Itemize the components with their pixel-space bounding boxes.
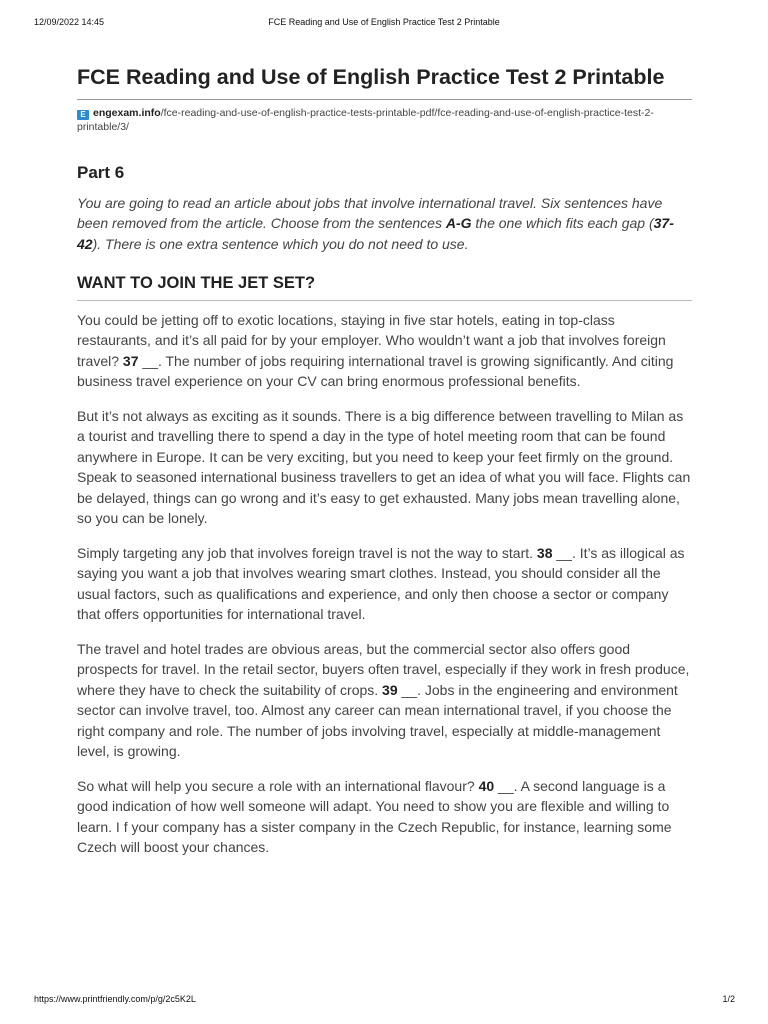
instructions-text-2: the one which fits each gap ( [471, 215, 654, 232]
paragraph-text: So what will help you secure a role with an international flavour? [77, 777, 479, 794]
article-paragraph-4 [77, 639, 692, 762]
article-title: WANT TO JOIN THE JET SET? [77, 272, 692, 301]
source-link[interactable] [77, 106, 692, 134]
engexam-logo-icon: E [77, 110, 89, 120]
paragraph-text: __. Jobs in the engineering and environment sector can involve travel, too. Almost any career can mean international travel, if you choose the right company and role. The number of jobs involving travel, especially at middle-management level, is growing. [77, 681, 678, 760]
print-footer-url[interactable]: https://www.printfriendly.com/p/g/2c5K2L [34, 994, 196, 1004]
instructions-text-3: ). There is one extra sentence which you do not need to use. [92, 235, 469, 252]
article-paragraph-5 [77, 776, 692, 858]
print-footer [0, 994, 768, 1008]
print-datetime: 12/09/2022 14:45 [34, 17, 105, 27]
article-paragraph-2: But it’s not always as exciting as it sounds. There is a big difference between travelling to Milan as a tourist and travelling there to spend a day in the type of hotel meeting room that can be found anywhere in Europe. It can be very exciting, but you need to keep your feet firmly on the ground. Speak to seasoned international business travellers to get an idea of what you will face. Flights can be delayed, things can go wrong and it’s easy to get exhausted. Many jobs mean travelling alone, so you can be lonely. [77, 407, 691, 527]
print-page-title: FCE Reading and Use of English Practice Test 2 Printable [268, 17, 500, 27]
instructions [77, 193, 692, 254]
gap-number-40: 40 [478, 777, 495, 794]
gap-number-38: 38 [536, 544, 553, 561]
instructions-text-1: You are going to read an article about jobs that involve international travel. Six sentences have been removed from the article. Choose from the sentences [77, 195, 663, 232]
paragraph-text: Simply targeting any job that involves foreign travel is not the way to start. [77, 544, 537, 561]
part-heading: Part 6 [77, 163, 125, 182]
paragraph-text: The travel and hotel trades are obvious areas, but the commercial sector also offers good prospects for travel. In the retail sector, buyers often travel, especially if they work in fresh produce, where they have to check the suitability of crops. [77, 640, 690, 698]
instructions-range-letters: A-G [445, 215, 472, 232]
document-content [77, 64, 692, 858]
article-paragraph-1 [77, 310, 692, 392]
paragraph-text: __. A second language is a good indication of how well someone will adapt. You need to show you are flexible and willing to learn. I f your company has a sister company in the Czech Republic, for instance, learning some Czech will boost your chances. [77, 777, 672, 856]
article-paragraph-3 [77, 543, 692, 625]
paragraph-text: __. The number of jobs requiring international travel is growing significantly. And citing business travel experience on your CV can bring enormous professional benefits. [77, 352, 674, 390]
paragraph-text: You could be jetting off to exotic locations, staying in five star hotels, eating in top-class restaurants, and it’s all paid for by your employer. Who wouldn’t want a job that involves foreign travel? [77, 311, 666, 369]
gap-number-39: 39 [382, 681, 398, 698]
source-domain[interactable]: engexam.info [93, 107, 161, 119]
print-header [0, 17, 768, 31]
document-title: FCE Reading and Use of English Practice Test 2 Printable [77, 64, 692, 100]
paragraph-text: __. It’s as illogical as saying you want a job that involves wearing smart clothes. Instead, you should consider all the usual factors, such as qualifications and experience, and only then choose a sector or company that offers opportunities for international travel. [77, 544, 685, 623]
instructions-range-numbers: 37-42 [77, 215, 674, 252]
gap-number-37: 37 [122, 352, 139, 369]
page-number: 1/2 [722, 994, 735, 1004]
source-path[interactable]: /fce-reading-and-use-of-english-practice-tests-printable-pdf/fce-reading-and-use-of-english-practice-test-2-printable/3/ [77, 107, 654, 133]
